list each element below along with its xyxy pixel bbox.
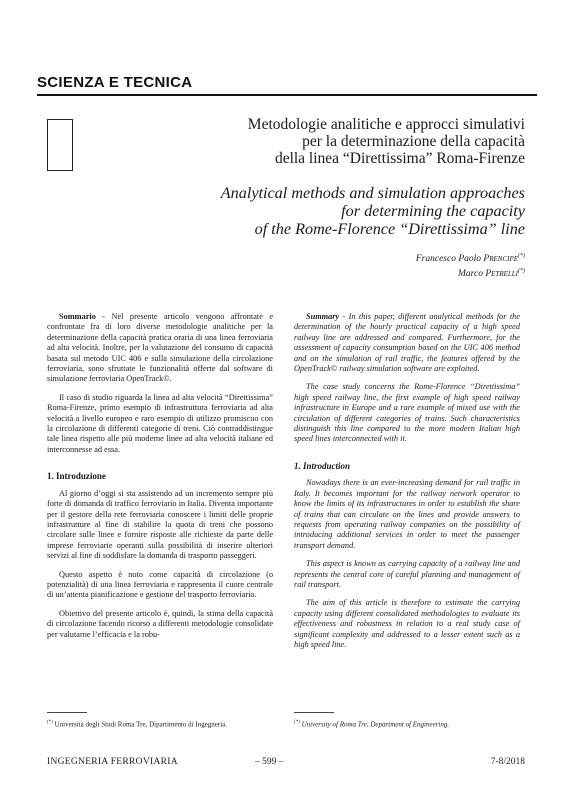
footnote-rule (294, 712, 334, 713)
title-en-line: Analytical methods and simulation approaches (220, 184, 525, 202)
authors (225, 250, 525, 280)
title-it-line: della linea “Direttissima” Roma-Firenze (274, 150, 525, 167)
title-en-line: for determining the capacity (341, 202, 525, 220)
abstract-label: Summary (306, 312, 340, 321)
title-italian (165, 116, 525, 167)
section-rule (37, 94, 537, 96)
section-title: 1. Introduzione (47, 471, 106, 482)
column-italian (47, 312, 273, 640)
abstract-paragraph: Il caso di studio riguarda la linea ad alta velocità “Direttissima” Roma-Firenze, primo esempio di infrastruttura ferroviaria ad alta velocità a livello europeo e raro esempio di utilizzo promiscuo con la circolazione di differenti categorie di treni. Ciò contraddistingue tale linea rispetto alle più moderne linee ad alta velocità italiane ed interconnesse ad essa. (47, 392, 273, 454)
body-paragraph: Nowadays there is an ever-increasing demand for rail traffic in Italy. It becomes important for the railway network operator to know the limits of its infrastructures in order to establish the share of trains that can circulate on the lines and provide answers to requests from operating railway companies on the possibility of introducing additional services in order to meet the passenger transport demand. (294, 478, 520, 550)
footnote: (*) University of Roma Tre, Department of Engineering. (294, 720, 450, 729)
section-heading: SCIENZA E TECNICA (37, 74, 193, 91)
page-number: – 599 – (255, 757, 284, 767)
author: Marco Petrelli(*) (457, 268, 525, 280)
title-it-line: Metodologie analitiche e approcci simulativi (247, 116, 525, 133)
footnote-rule (47, 712, 87, 713)
body-paragraph: Obiettivo del presente articolo è, quindi, la stima della capacità di circolazione facendo ricorso a differenti metodologie consolidate per valutarne l’efficacia e la robu- (47, 608, 273, 639)
abstract-label: Sommario (59, 312, 96, 321)
body-paragraph: Al giorno d’oggi si sta assistendo ad un incremento sempre più forte di domanda di traffico ferroviario in Italia. Diventa importante per il gestore della rete ferroviaria conoscere i limiti delle proprie infrastrutture al fine di stabilire la quota di treni che possono circolare sulle linee e fornire risposte alle richieste da parte delle imprese ferroviarie operanti sulla possibilità di inserire ulteriori servizi al fine di soddisfare la domanda di trasporto passeggeri. (47, 488, 273, 561)
abstract-paragraph: The case study concerns the Rome-Florence “Direttissima” high speed railway line, the first example of high speed railway infrastructure in Europe and a rare example of mixed use with the circulation of different categories of trains. Such characteristics distinguish this line compared to the more modern Italian high speed lines interconnected with it. (294, 382, 520, 444)
title-en-line: of the Rome-Florence “Direttissima” line (254, 220, 525, 238)
decorative-frame (47, 119, 73, 171)
journal-name: INGEGNERIA FERROVIARIA (47, 757, 178, 767)
section-title: 1. Introduction (294, 460, 351, 471)
body-paragraph: Questo aspetto è noto come capacità di circolazione (o potenzialità) di una linea ferroviaria e rappresenta il cuore centrale di un’attenta pianificazione e gestione del trasporto ferroviario. (47, 569, 273, 600)
issue-number: 7-8/2018 (490, 757, 525, 767)
title-it-line: per la determinazione della capacità (302, 133, 525, 150)
title-english (125, 184, 525, 238)
author: Francesco Paolo Prencipe(*) (415, 253, 525, 265)
body-paragraph: This aspect is known as carrying capacity of a railway line and represents the central core of careful planning and management of rail transport. (294, 559, 520, 589)
abstract-paragraph: Summary - In this paper, different analytical methods for the determination of the hourly practical capacity of a high speed railway line are addressed and compared. Furthermore, for the assessment of capacity consumption based on the UIC 406 method and on the simulation of rail traffic, the features offered by the OpenTrack© railway simulation software are exploited. (294, 312, 520, 374)
body-paragraph: The aim of this article is therefore to estimate the carrying capacity using different consolidated methodologies to evaluate its effectiveness and robustness in relation to a real study case of significant complexity and addressed to a lesser extent such as a high speed line. (294, 598, 520, 649)
abstract-paragraph: Sommario - Nel presente articolo vengono affrontate e confrontate fra di loro diverse metodologie analitiche per la determinazione della capacità pratica oraria di una linea ferroviaria ad alta velocità. Inoltre, per la valutazione del consumo di capacità basata sul metodo UIC 406 e sulla simulazione della circolazione ferroviaria, sono sfruttate le funzionalità offerte dal software di simulazione ferroviaria OpenTrack©. (47, 312, 273, 384)
column-english (294, 312, 520, 650)
footnote: (*) Università degli Studi Roma Tre, Dipartimento di Ingegneria. (47, 720, 228, 729)
